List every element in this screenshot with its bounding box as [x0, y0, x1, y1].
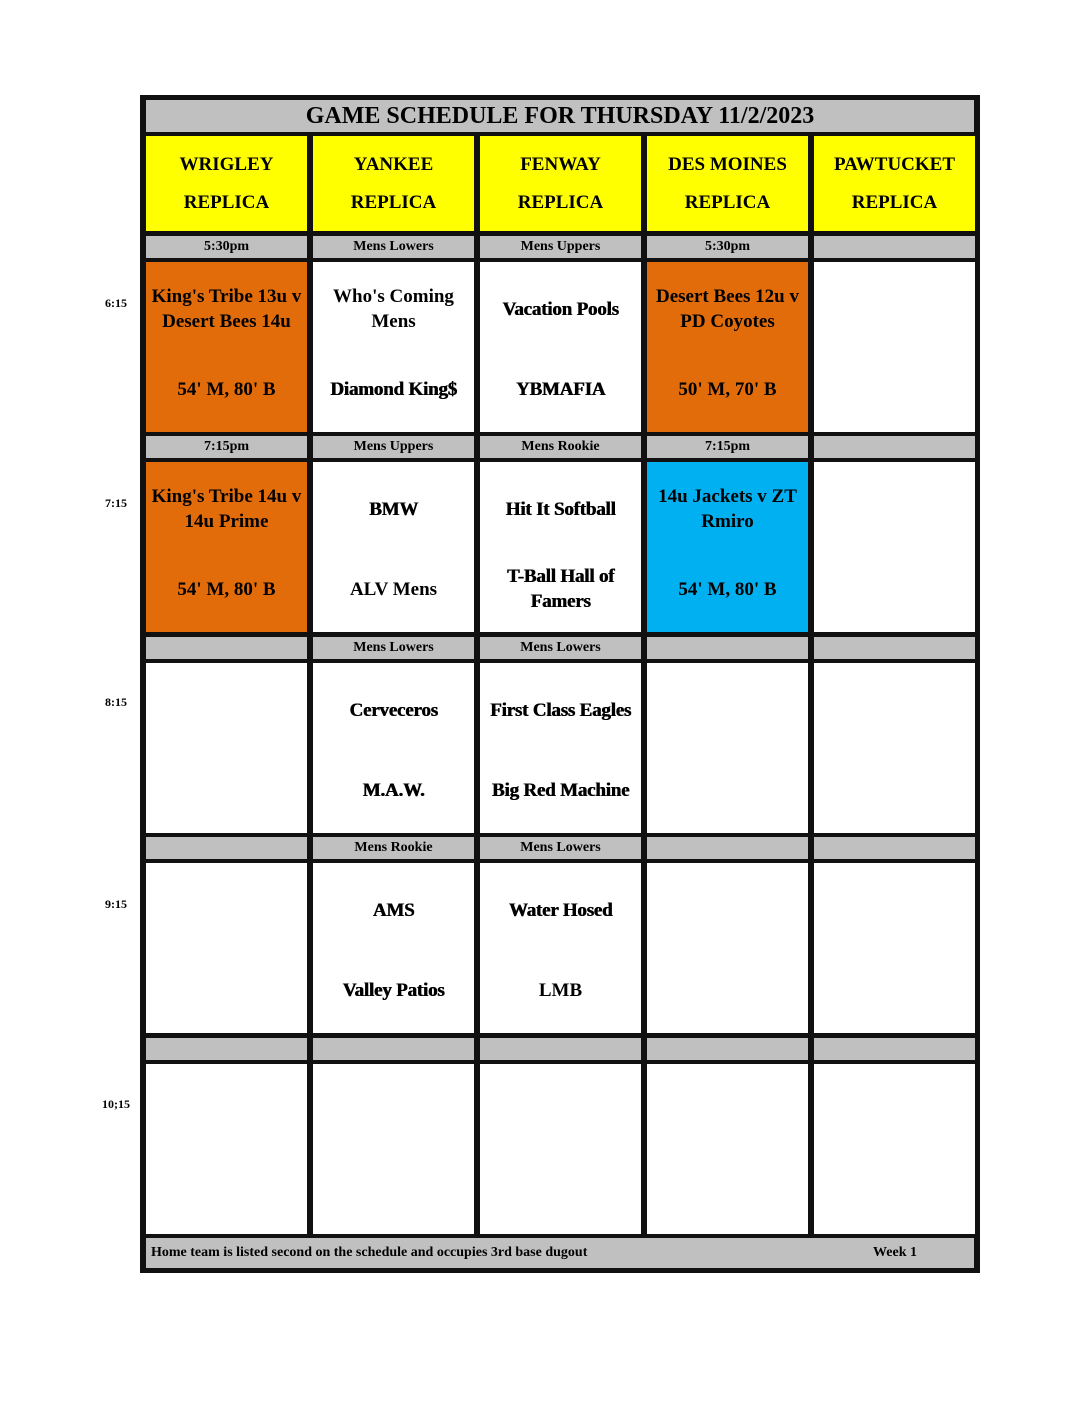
matchup-top [647, 681, 808, 739]
slot-label: 7:15pm [146, 436, 307, 458]
slot-label [313, 1038, 474, 1060]
slot-label: 5:30pm [647, 236, 808, 258]
slot-label: Mens Lowers [480, 837, 641, 859]
matchup-top [814, 1082, 975, 1140]
game-cell [480, 1064, 641, 1234]
field-header [146, 136, 307, 231]
time-label: 9:15 [105, 897, 127, 911]
slot-label [647, 837, 808, 859]
matchup-bottom [480, 1158, 641, 1224]
slot-label [480, 1038, 641, 1060]
matchup-bottom [814, 957, 975, 1023]
game-cell [313, 1064, 474, 1234]
field-name: FENWAY [520, 153, 601, 175]
game-cell [480, 663, 641, 833]
matchup-top [146, 681, 307, 739]
matchup-top: Desert Bees 12u v PD Coyotes [656, 286, 799, 332]
time-label: 6:15 [105, 296, 127, 310]
matchup-top [146, 1082, 307, 1140]
matchup-bottom [647, 957, 808, 1023]
matchup-bottom [814, 556, 975, 622]
field-header [480, 136, 641, 231]
matchup-bottom: 54' M, 80' B [678, 578, 777, 600]
field-header [313, 136, 474, 231]
slot-label [814, 837, 975, 859]
game-cell [647, 863, 808, 1033]
game-cell [146, 663, 307, 833]
field-replica-label: REPLICA [183, 191, 270, 213]
matchup-bottom: LMB [538, 979, 583, 1001]
matchup-top [814, 480, 975, 538]
game-cell [647, 262, 808, 432]
matchup-bottom [313, 1158, 474, 1224]
matchup-bottom: M.A.W. [362, 779, 425, 801]
field-name: DES MOINES [668, 153, 787, 175]
matchup-bottom [814, 757, 975, 823]
slot-label: Mens Lowers [480, 637, 641, 659]
matchup-top [647, 881, 808, 939]
matchup-top: AMS [372, 899, 415, 921]
slot-label [146, 637, 307, 659]
matchup-bottom [146, 757, 307, 823]
game-cell [480, 462, 641, 632]
slot-label: Mens Rookie [480, 436, 641, 458]
game-cell [814, 863, 975, 1033]
slot-label: Mens Uppers [313, 436, 474, 458]
field-name: YANKEE [353, 153, 434, 175]
slot-label [814, 236, 975, 258]
slot-label [814, 1038, 975, 1060]
game-cell [814, 462, 975, 632]
matchup-top [814, 681, 975, 739]
matchup-top [814, 881, 975, 939]
matchup-bottom: YBMAFIA [515, 378, 606, 400]
field-header [647, 136, 808, 231]
matchup-top: Vacation Pools [502, 298, 619, 320]
slot-label [814, 637, 975, 659]
matchup-bottom: Big Red Machine [491, 779, 630, 801]
week-label: Week 1 [873, 1245, 917, 1260]
field-name: WRIGLEY [179, 153, 274, 175]
matchup-top [313, 1082, 474, 1140]
game-cell [814, 663, 975, 833]
game-cell [313, 262, 474, 432]
schedule-table [140, 95, 980, 1273]
matchup-top [146, 881, 307, 939]
matchup-top [814, 280, 975, 338]
game-cell [647, 663, 808, 833]
slot-label [647, 1038, 808, 1060]
field-replica-label: REPLICA [851, 191, 938, 213]
game-cell [146, 262, 307, 432]
matchup-bottom [814, 1158, 975, 1224]
matchup-bottom: Diamond King$ [330, 378, 457, 400]
slot-label: Mens Rookie [313, 837, 474, 859]
slot-label [146, 1038, 307, 1060]
game-cell [480, 262, 641, 432]
time-label: 7:15 [105, 496, 127, 510]
game-cell [647, 1064, 808, 1234]
matchup-top [480, 1082, 641, 1140]
game-cell [146, 462, 307, 632]
game-cell [313, 663, 474, 833]
field-replica-label: REPLICA [517, 191, 604, 213]
matchup-bottom [647, 1158, 808, 1224]
matchup-bottom [647, 757, 808, 823]
game-cell [480, 863, 641, 1033]
game-cell [146, 863, 307, 1033]
matchup-top [647, 1082, 808, 1140]
matchup-top: First Class Eagles [489, 699, 631, 721]
field-header [814, 136, 975, 231]
matchup-bottom: 54' M, 80' B [177, 378, 276, 400]
game-cell [146, 1064, 307, 1234]
matchup-top: Who's Coming Mens [333, 286, 454, 332]
matchup-bottom: 54' M, 80' B [177, 578, 276, 600]
game-cell [814, 1064, 975, 1234]
game-cell [647, 462, 808, 632]
footer-bar [146, 1238, 974, 1268]
matchup-top: Hit It Softball [505, 498, 616, 520]
matchup-top: 14u Jackets v ZT Rmiro [658, 486, 797, 532]
game-cell [313, 863, 474, 1033]
matchup-bottom: T-Ball Hall of Famers [506, 566, 615, 612]
matchup-top: Water Hosed [508, 899, 613, 921]
slot-label: 5:30pm [146, 236, 307, 258]
time-label: 10;15 [102, 1097, 130, 1111]
footer-note: Home team is listed second on the schedule and occupies 3rd base dugout [151, 1245, 588, 1260]
matchup-top: King's Tribe 14u v 14u Prime [151, 486, 302, 532]
matchup-bottom [146, 957, 307, 1023]
matchup-bottom: ALV Mens [349, 578, 438, 600]
slot-label [814, 436, 975, 458]
matchup-bottom [814, 356, 975, 422]
slot-label: Mens Lowers [313, 637, 474, 659]
field-replica-label: REPLICA [684, 191, 771, 213]
slot-label: Mens Uppers [480, 236, 641, 258]
field-name: PAWTUCKET [833, 153, 956, 175]
field-replica-label: REPLICA [350, 191, 437, 213]
matchup-bottom [146, 1158, 307, 1224]
schedule-title: GAME SCHEDULE FOR THURSDAY 11/2/2023 [146, 100, 974, 132]
slot-label [146, 837, 307, 859]
game-cell [313, 462, 474, 632]
matchup-top: Cerveceros [349, 699, 438, 721]
game-cell [814, 262, 975, 432]
matchup-bottom: 50' M, 70' B [678, 378, 777, 400]
matchup-bottom: Valley Patios [342, 979, 445, 1001]
slot-label: 7:15pm [647, 436, 808, 458]
matchup-top: BMW [368, 498, 418, 520]
time-label: 8:15 [105, 695, 127, 709]
matchup-top: King's Tribe 13u v Desert Bees 14u [151, 286, 302, 332]
slot-label [647, 637, 808, 659]
slot-label: Mens Lowers [313, 236, 474, 258]
